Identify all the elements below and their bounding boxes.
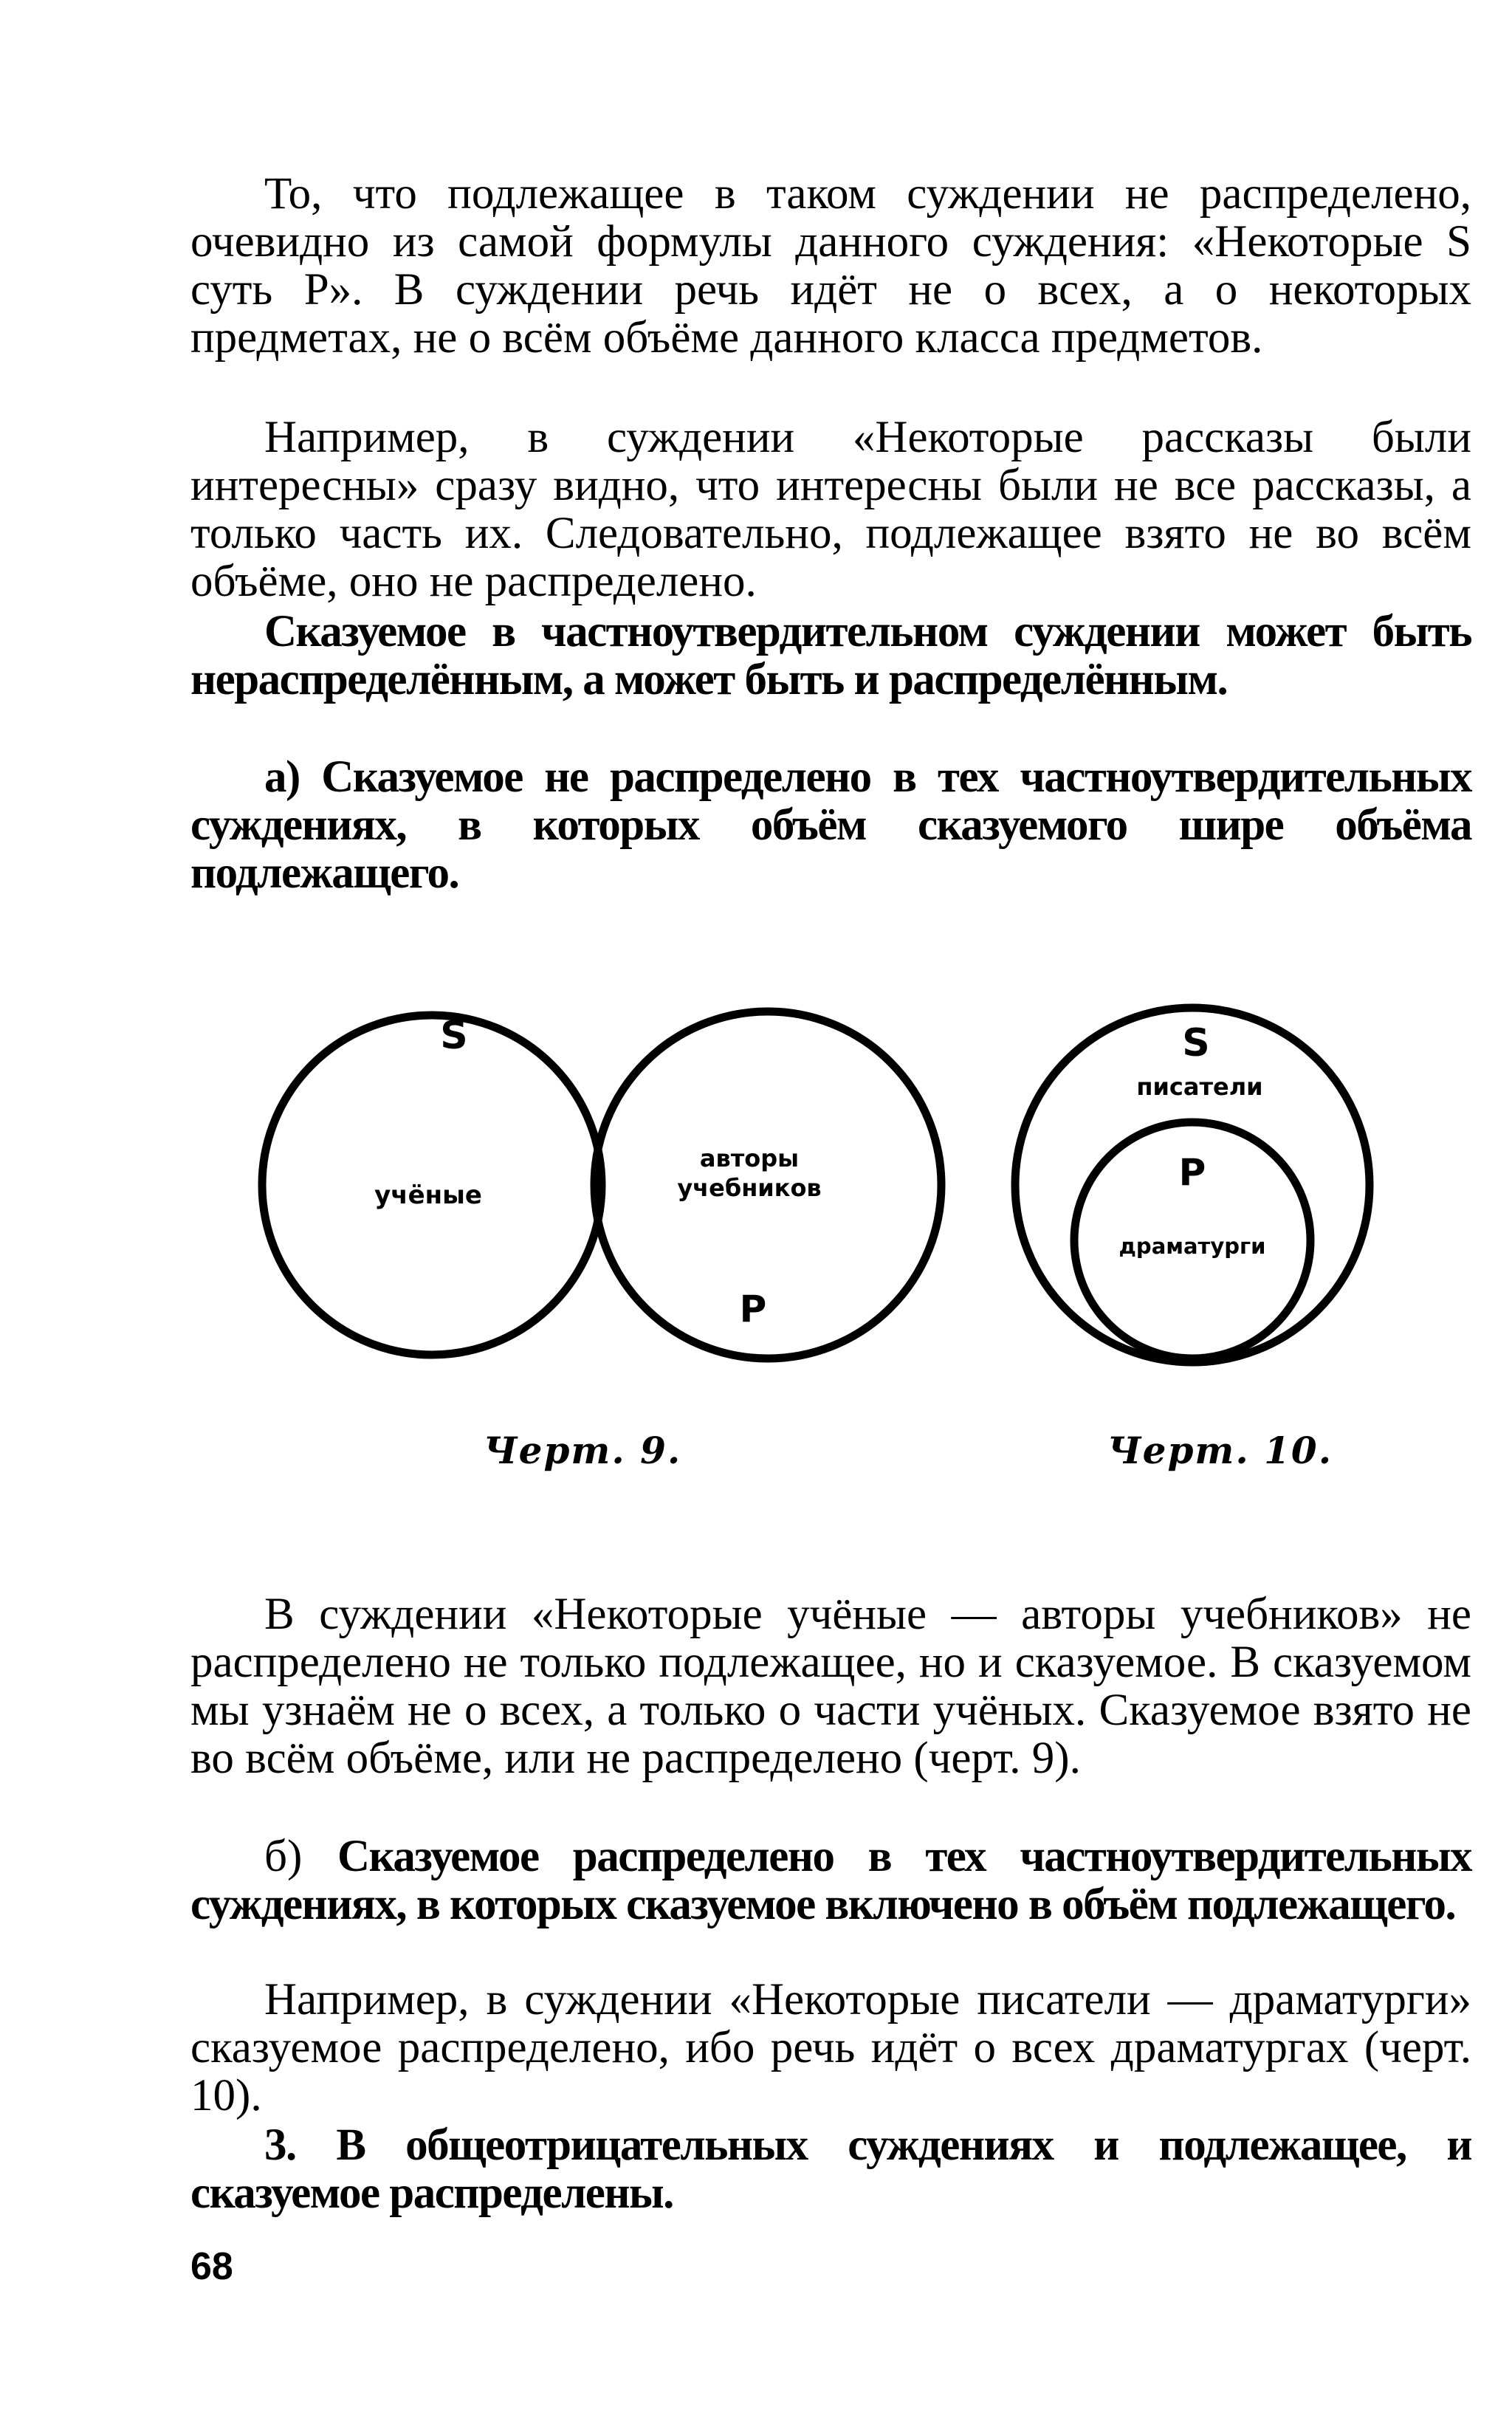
page-number: 68 bbox=[190, 2245, 233, 2288]
label-s: S bbox=[1182, 1021, 1210, 1065]
case-b-marker: б) bbox=[264, 1832, 338, 1881]
figures-area bbox=[0, 960, 1512, 1506]
paragraph-writers-example: Например, в суждении «Некоторые писатели — драматурги» сказуемое распределено, ибо речь идёт о всех драматургах (черт. 10). bbox=[190, 1975, 1471, 2120]
caption-figure-10: Черт. 10. bbox=[1107, 1429, 1333, 1472]
paragraph-example-stories: Например, в суждении «Некоторые рассказы были интересны» сразу видно, что интересны были не все рассказы, а только часть их. Следовательно, подлежащее взято не во всём объёме, оно не распределено. bbox=[190, 413, 1471, 606]
label-writers: писатели bbox=[1136, 1073, 1263, 1101]
euler-diagrams bbox=[0, 960, 1512, 1506]
label-scientists: учёные bbox=[374, 1181, 482, 1210]
paragraph-scientists-example: В суждении «Некоторые учёные — авторы учебников» не распределено не только подлежащее, но и сказуемое. В сказуемом мы узнаём не о всех, а только о части учёных. Сказуемое взято не во всём объёме, или не распределено (черт. 9). bbox=[190, 1590, 1471, 1783]
paragraph-case-a: а) Сказуемое не распределено в тех частноутвердительных суждениях, в которых объём сказуемого шире объёма подлежащего. bbox=[190, 752, 1471, 898]
label-s: S bbox=[440, 1014, 468, 1058]
case-b-rule: Сказуемое распределено в тех частноутвердительных суждениях, в которых сказуемое включено в объём подлежащего. bbox=[190, 1832, 1471, 1929]
paragraph-case-b bbox=[190, 1832, 1471, 1928]
label-textbooks: учебников bbox=[677, 1174, 822, 1202]
paragraph-subject-undistributed: То, что подлежащее в таком суждении не распределено, очевидно из самой формулы данного суждения: «Некоторые S суть P». В суждении речь идёт не о всех, а о некоторых предметах, не о всём объёме данного класса предметов. bbox=[190, 169, 1471, 363]
diagram-9 bbox=[262, 1011, 941, 1358]
diagram-10 bbox=[1015, 1008, 1370, 1362]
paragraph-predicate-rule: Сказуемое в частноутвердительном суждении может быть нераспределённым, а может быть и распределённым. bbox=[190, 607, 1471, 704]
caption-figure-9: Черт. 9. bbox=[484, 1429, 682, 1472]
label-dramatists: драматурги bbox=[1118, 1234, 1266, 1259]
paragraph-section-3: 3. В общеотрицательных суждениях и подлежащее, и сказуемое распределены. bbox=[190, 2120, 1471, 2218]
label-p: P bbox=[739, 1288, 767, 1330]
label-authors: авторы bbox=[699, 1144, 800, 1172]
label-p: P bbox=[1178, 1151, 1206, 1194]
